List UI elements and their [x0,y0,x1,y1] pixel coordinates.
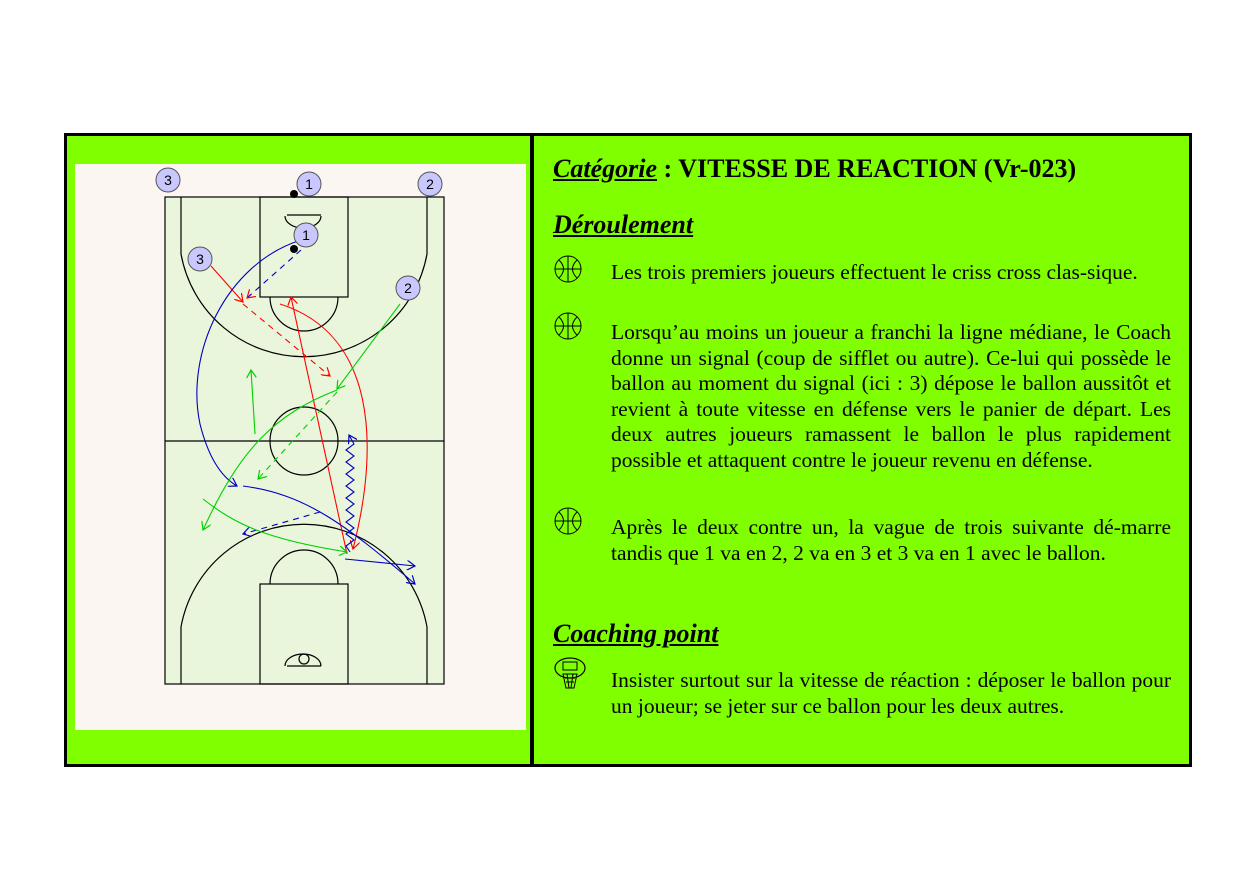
player-marker [188,247,212,271]
ball-top [290,190,298,198]
coaching-heading: Coaching point [553,619,719,648]
item-text: Les trois premiers joueurs effectuent le criss cross clas-sique. [611,260,1138,284]
basketball-hoop-icon [553,656,587,690]
player-label: 2 [404,280,412,296]
player-marker [297,172,321,196]
item-text: Insister surtout sur la vitesse de réaction : déposer le ballon pour un joueur; se jeter sur ce ballon pour les deux autres. [611,668,1171,718]
category-value: VITESSE DE REACTION (Vr-023) [678,154,1077,183]
item-text: Après le deux contre un, la vague de trois suivante dé-marre tandis que 1 va en 2, 2 va en 3 et 3 va en 1 avec le ballon. [611,515,1171,565]
court-diagram [75,164,526,730]
description-panel [553,136,1175,764]
basketball-icon [553,506,583,536]
panel-divider [530,136,534,764]
player-label: 3 [164,172,172,188]
category-separator: : [657,154,679,183]
item-text: Lorsqu’au moins un joueur a franchi la ligne médiane, le Coach donne un signal (coup de sifflet ou autre). Ce-lui qui possède le ballon au moment du signal (ici : 3) dépose le ballon aussitôt et revient à toute vitesse en défense vers le panier de départ. Les deux autres joueurs ramassent le ballon le plus rapidement possible et attaquent contre le joueur revenu en défense. [611,320,1171,472]
basketball-court [165,197,444,684]
drill-card [64,133,1192,767]
player-marker [418,172,442,196]
category-title [553,154,1076,184]
player-label: 2 [426,176,434,192]
player-label: 3 [196,251,204,267]
basketball-icon [553,254,583,284]
player-label: 1 [302,227,310,243]
ball-key [290,245,298,253]
basketball-icon [553,311,583,341]
court-svg [75,164,526,730]
player-marker [156,168,180,192]
category-label: Catégorie [553,154,657,183]
player-marker [396,276,420,300]
player-marker [294,223,318,247]
deroulement-heading: Déroulement [553,210,694,239]
player-label: 1 [305,176,313,192]
